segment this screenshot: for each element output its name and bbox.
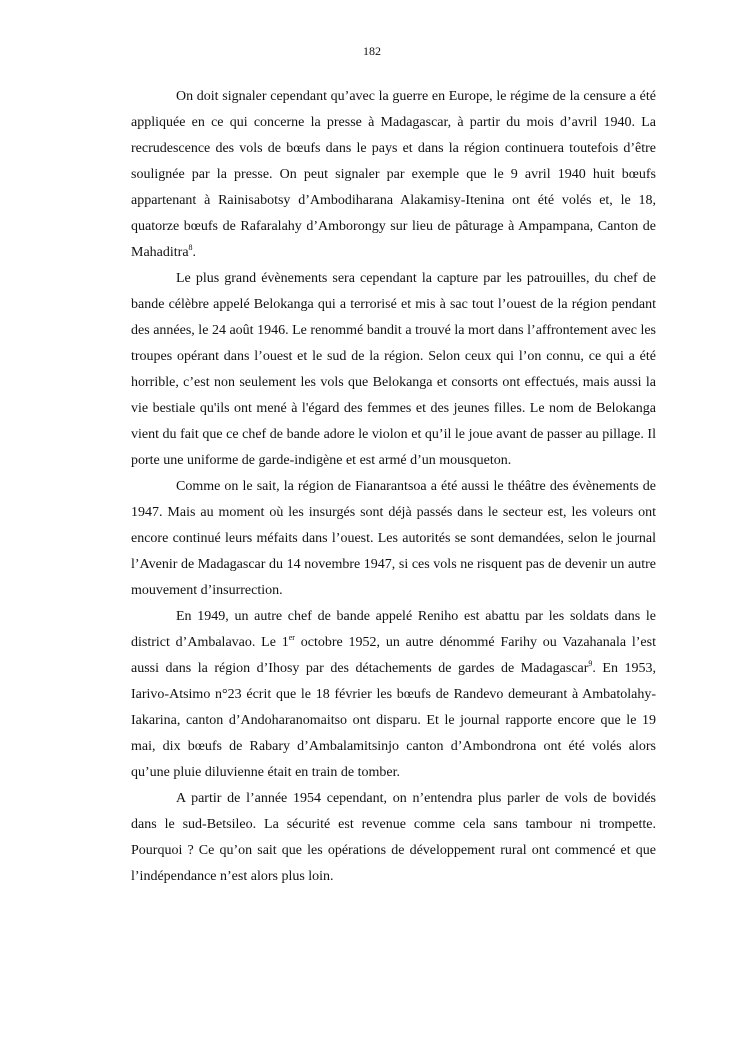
paragraph [131,474,656,604]
text-segment: Comme on le sait, la région de Fianarantsoa a été aussi le théâtre des évènements de 1947. Mais au moment où les insurgés sont déjà passés dans le secteur est, les voleurs ont encore continué leurs méfaits dans l’ouest. Les autorités se sont demandées, selon le journal l’Avenir de Madagascar du 14 novembre 1947, si ces vols ne risquent pas de devenir un autre mouvement d’insurrection. [131,479,656,598]
text-segment: En 1949, un autre chef de bande appelé Reniho est abattu par les soldats dans le district d’Ambalavao. Le 1 [131,609,656,650]
paragraph [131,266,656,474]
ordinal-suffix: er [288,633,295,642]
page-number: 182 [363,44,381,58]
paragraph [131,84,656,266]
paragraph [131,786,656,890]
footnote-ref: 8 [188,243,193,252]
text-segment: A partir de l’année 1954 cependant, on n’entendra plus parler de vols de bovidés dans le sud-Betsileo. La sécurité est revenue comme cela sans tambour ni trompette. Pourquoi ? Ce qu’on sait que les opérations de développement rural ont commencé et que l’indépendance n’est alors plus loin. [131,791,656,884]
body-text [131,84,656,890]
text-segment: . [192,245,197,260]
footnote-ref: 9 [588,659,593,668]
text-segment: On doit signaler cependant qu’avec la guerre en Europe, le régime de la censure a été appliquée en ce qui concerne la presse à Madagascar, à partir du mois d’avril 1940. La recrudescence des vols de bœufs dans le pays et dans la région continuera toutefois d’être soulignée par la presse. On peut signaler par exemple que le 9 avril 1940 huit bœufs appartenant à Rainisabotsy d’Ambodiharana Alakamisy-Itenina ont été volés et, le 18, quatorze bœufs de Rafaralahy d’Amborongy sur lieu de pâturage à Ampampana, Canton de Mahaditra [131,89,656,260]
text-segment: . En 1953, Iarivo-Atsimo n°23 écrit que le 18 février les bœufs de Randevo demeurant à Ambatolahy-Iakarina, canton d’Andoharanomaitso ont disparu. Et le journal rapporte encore que le 19 mai, dix bœufs de Rabary d’Ambalamitsinjo canton d’Ambondrona ont été volés alors qu’une pluie diluvienne était en train de tomber. [131,661,656,780]
text-segment: octobre 1952, un autre dénommé Farihy ou Vazahanala l’est aussi dans la région d’Ihosy par des détachements de gardes de Madagascar [131,635,656,676]
paragraph [131,604,656,786]
text-segment: Le plus grand évènements sera cependant la capture par les patrouilles, du chef de bande célèbre appelé Belokanga qui a terrorisé et mis à sac tout l’ouest de la région pendant des années, le 24 août 1946. Le renommé bandit a trouvé la mort dans l’affrontement avec les troupes opérant dans l’ouest et le sud de la région. Selon ceux qui l’on connu, ce qui a été horrible, c’est non seulement les vols que Belokanga et consorts ont effectués, mais aussi la vie bestiale qu'ils ont mené à l'égard des femmes et des jeunes filles. Le nom de Belokanga vient du fait que ce chef de bande adore le violon et qu’il le joue avant de passer au pillage. Il porte une uniforme de garde-indigène et est armé d’un mousqueton. [131,271,656,468]
